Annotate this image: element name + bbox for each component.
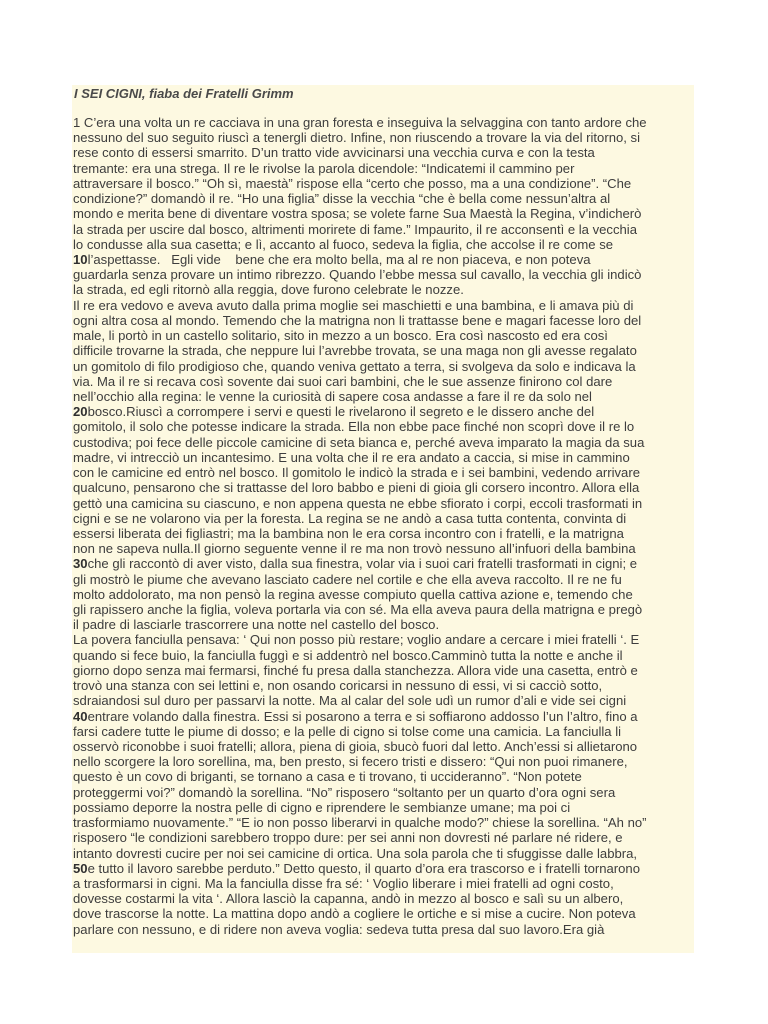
text-line xyxy=(73,252,591,267)
text-line: custodiva; poi fece delle piccole camicine di seta bianca e, perché aveva imparato la magia da sua xyxy=(73,434,645,450)
text-line: madre, vi intrecciò un incantesimo. E una volta che il re era andato a caccia, si mise in cammino xyxy=(73,449,630,465)
text-line: gli mostrò le piume che avevano lasciato cadere nel cortile e che ella aveva raccolto. Il re ne fu xyxy=(73,571,622,587)
text-line: non ne sapeva nulla.Il giorno seguente venne il re ma non trovò nessuno all’infuori della bambina xyxy=(73,541,636,557)
text-line: guardarla senza provare un intimo ribrezzo. Quando l’ebbe messa sul cavallo, la vecchia gli indicò xyxy=(73,267,642,283)
text-line: trovò una stanza con sei lettini e, non osando coricarsi in nessuno di essi, vi si cacciò sotto, xyxy=(73,678,603,694)
text-line: rese conto di essersi smarrito. D’un tratto vide avvicinarsi una vecchia curva e con la testa xyxy=(73,145,595,161)
text-line: possiamo deporre la nostra pelle di cigno e riprendere le sembianze umane; ma poi ci xyxy=(73,799,571,815)
text-line: via. Ma il re si recava così sovente dai suoi cari bambini, che le sue assenze finirono col dare xyxy=(73,373,613,389)
text-line: qualcuno, pensarono che si trattasse del loro babbo e pieni di gioia gli corsero incontro. Allora ella xyxy=(73,480,640,496)
text-line xyxy=(73,861,640,876)
text-line: Il re era vedovo e aveva avuto dalla prima moglie sei maschietti e una bambina, e li amava più di xyxy=(73,297,634,313)
text-line: nello scorgere la loro sorellina, ma, ben presto, si fecero tristi e dissero: “Qui non puoi rimanere, xyxy=(73,754,628,770)
text-line: La povera fanciulla pensava: ‘ Qui non posso più restare; voglio andare a cercare i miei fratelli ‘. E xyxy=(73,632,640,648)
text-line: attraversare il bosco.” “Oh sì, maestà” rispose ella “certo che posso, ma a una condizione”. “Che xyxy=(73,175,632,191)
text-line: lo condusse alla sua casetta; e lì, accanto al fuoco, sedeva la figlia, che accolse il re come se xyxy=(73,236,614,252)
text-line: mondo e merita bene di diventare vostra sposa; se volete farne Sua Maestà la Regina, v’indicherò xyxy=(73,206,642,222)
line-text: e tutto il lavoro sarebbe perduto.” Detto questo, il quarto d’ora era trascorso e i fratelli tornarono xyxy=(87,860,640,876)
text-line: nell’occhio alla regina: le venne la curiosità di sapere cosa andasse a fare il re da solo nel xyxy=(73,388,592,404)
text-line: quando si fece buio, la fanciulla fuggì e si addentrò nel bosco.Camminò tutta la notte e anche il xyxy=(73,647,623,663)
line-number: 50 xyxy=(73,860,88,876)
text-line: il padre di lasciarle trascorrere una notte nel castello del bosco. xyxy=(73,617,440,633)
text-line: farsi cadere tutte le piume di dosso; e la pelle di cigno si tolse come una camicia. La fanciulla li xyxy=(73,723,622,739)
text-line: intanto dovresti cucire per noi sei camicine di ortica. Una sola parola che ti sfuggisse dalle labbra, xyxy=(73,845,638,861)
text-line xyxy=(73,709,638,724)
line-text: che gli raccontò di aver visto, dalla sua finestra, volar via i suoi cari fratelli trasformati in cigni; e xyxy=(87,556,638,572)
text-line: osservò riconobbe i suoi fratelli; allora, piena di gioia, sbucò fuori dal letto. Anch’essi si allietarono xyxy=(73,739,638,755)
text-line: nessuno del suo seguito riuscì a tenergli dietro. Infine, non riuscendo a trovare la via del ritorno, si xyxy=(73,130,640,146)
text-line: gettò una camicina su ciascuno, e non appena questa ne ebbe sfiorato i corpi, eccoli trasformati in xyxy=(73,495,643,511)
text-line: dove trascorse la notte. La mattina dopo andò a cogliere le ortiche e si mise a cucire. Non poteva xyxy=(73,906,636,922)
text-line: a trasformarsi in cigni. Ma la fanciulla disse fra sé: ‘ Voglio liberare i miei fratelli ad ogni costo, xyxy=(73,876,614,891)
line-number: 30 xyxy=(73,556,88,572)
line-text: bosco.Riuscì a corrompere i servi e questi le rivelarono il segreto e le dissero anche del xyxy=(87,404,595,420)
line-number: 40 xyxy=(73,708,88,724)
text-line: questo è un covo di briganti, se tornano a casa e ti trovano, ti uccideranno”. “Non potete xyxy=(73,769,582,785)
line-number: 10 xyxy=(73,251,88,267)
text-line: 1 C’era una volta un re cacciava in una gran foresta e inseguiva la selvaggina con tanto ardore che xyxy=(73,115,647,130)
text-line: la strada per uscire dal bosco, altrimenti morirete di fame.” Impaurito, il re acconsentì e la vecchia xyxy=(73,221,638,237)
text-line: proteggermi voi?” domandò la sorellina. “No” risposero “soltanto per un quarto d’ora ogni sera xyxy=(73,784,616,800)
text-line: gli rapissero anche la figlia, voleva portarla via con sé. Ma ella aveva paura della matrigna e pregò xyxy=(73,602,643,618)
text-line: la strada, ed egli ritornò alla reggia, dove furono celebrate le nozze. xyxy=(73,282,464,298)
text-line: ogni altra cosa al mondo. Temendo che la matrigna non li trattasse bene e magari facesse loro del xyxy=(73,312,642,328)
text-line: sdraiandosi sul duro per passarvi la notte. Ma al calar del sole udì un rumor d’ali e vide sei cigni xyxy=(73,693,627,709)
text-line: molto addolorato, ma non pensò la regina avesse compiuto quella cattiva azione e, temendo che xyxy=(73,586,633,602)
text-line: dovesse costarmi la vita ‘. Allora lasciò la capanna, andò in mezzo al bosco e salì su un albero, xyxy=(73,891,624,907)
text-line: parlare con nessuno, e di ridere non aveva voglia: sedeva tutta presa dal suo lavoro.Era già xyxy=(73,921,605,937)
document-page xyxy=(72,85,694,953)
text-line: con le camicine ed entrò nel bosco. Il gomitolo le indicò la strada e i sei bambini, vedendo arrivare xyxy=(73,465,640,481)
document-title: I SEI CIGNI, fiaba dei Fratelli Grimm xyxy=(74,86,294,101)
text-line: cigni e se ne volarono via per la foresta. La regina se ne andò a casa tutta contenta, convinta di xyxy=(73,510,627,526)
text-line: giorno dopo senza mai fermarsi, finché fu presa dalla stanchezza. Allora vide una casetta, entrò e xyxy=(73,662,638,678)
text-line: trasformiamo nuovamente.” “E io non posso liberarvi in qualche modo?” chiese la sorellina. “Ah no” xyxy=(73,815,647,831)
line-text: entrare volando dalla finestra. Essi si posarono a terra e si soffiarono addosso l’un l’altro, fino a xyxy=(87,708,638,724)
text-line xyxy=(73,556,637,571)
text-line: risposero “le condizioni sarebbero troppo dure: per sei anni non dovresti né parlare né ridere, e xyxy=(73,830,623,846)
text-line: tremante: era una strega. Il re le rivolse la parola dicendole: “Indicatemi il cammino per xyxy=(73,160,575,176)
text-line: essersi liberata dei figliastri; ma la bambina non le era corsa incontro con i fratelli, e la matrigna xyxy=(73,525,624,541)
text-line: male, li portò in un castello solitario, sito in mezzo a un bosco. Era così nascosto ed era così xyxy=(73,328,608,344)
text-line: condizione?” domandò il re. “Ho una figlia” disse la vecchia “che è bella come nessun’altra al xyxy=(73,191,611,207)
line-number: 20 xyxy=(73,404,88,420)
text-line: difficile trovarne la strada, che neppure lui l’avrebbe trovata, se una maga non gli avesse regalato xyxy=(73,343,637,359)
text-line xyxy=(73,404,594,419)
line-text: l’aspettasse. Egli vide bene che era molto bella, ma al re non piaceva, e non poteva xyxy=(87,251,591,267)
text-line: gomitolo, il solo che potesse indicare la strada. Ella non ebbe pace finché non scoprì dove il re lo xyxy=(73,419,635,435)
text-line: un gomitolo di filo prodigioso che, quando veniva gettato a terra, si svolgeva da solo e indicava la xyxy=(73,358,636,374)
